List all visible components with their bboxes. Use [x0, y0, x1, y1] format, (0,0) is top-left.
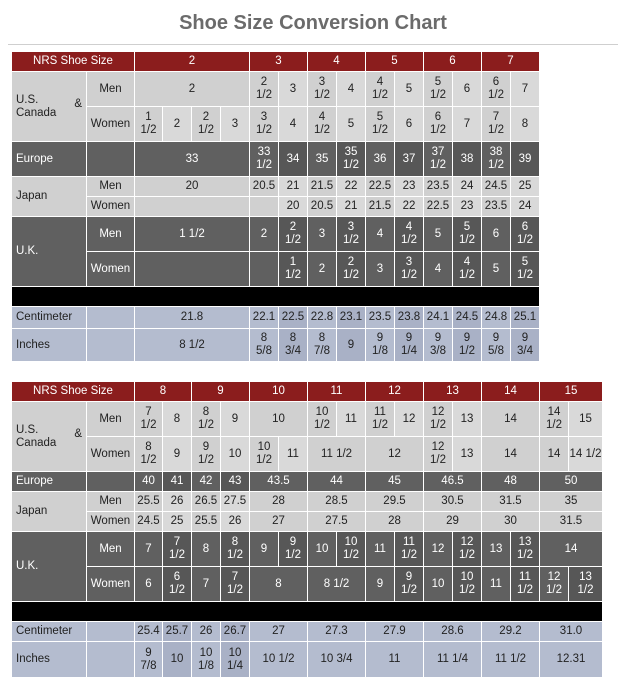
- size-cell: 26.5: [192, 492, 221, 512]
- size-cell: 20.5: [250, 177, 279, 197]
- size-cell: 8: [250, 567, 308, 602]
- size-cell: 1 1/2: [135, 217, 250, 252]
- size-cell: 9 1/2: [453, 329, 482, 362]
- size-cell: 22.1: [250, 307, 279, 329]
- size-cell: 28: [250, 492, 308, 512]
- size-header-cell: 2: [135, 52, 250, 72]
- size-cell: 23.8: [395, 307, 424, 329]
- size-cell: 11 1/2: [395, 532, 424, 567]
- sub-label: Women: [87, 252, 135, 287]
- size-cell: 11: [366, 642, 424, 678]
- size-cell: 11: [482, 567, 511, 602]
- row-label-spacer: [87, 642, 135, 678]
- size-cell: 4: [366, 217, 395, 252]
- row-label-spacer: [87, 329, 135, 362]
- group-label: [12, 72, 87, 142]
- size-cell: 29.2: [482, 622, 540, 642]
- size-cell: 7: [192, 567, 221, 602]
- size-cell: 4: [337, 72, 366, 107]
- size-cell: 9: [221, 402, 250, 437]
- size-cell: 44: [308, 472, 366, 492]
- size-cell: 2 1/2: [250, 72, 279, 107]
- size-cell: 12: [424, 532, 453, 567]
- size-cell: 8: [192, 532, 221, 567]
- size-cell: 14: [540, 437, 569, 472]
- size-cell: 38: [453, 142, 482, 177]
- size-cell: 25.5: [135, 492, 163, 512]
- size-cell: 2 1/2: [279, 217, 308, 252]
- size-cell: 27.5: [308, 512, 366, 532]
- size-cell: 12 1/2: [540, 567, 569, 602]
- size-cell: 13: [482, 532, 511, 567]
- size-cell: 11 1/2: [511, 567, 540, 602]
- size-cell: [250, 252, 279, 287]
- size-cell: 14 1/2: [540, 402, 569, 437]
- size-cell: 29: [424, 512, 482, 532]
- size-cell: [135, 252, 250, 287]
- size-cell: 45: [366, 472, 424, 492]
- size-cell: 10: [424, 567, 453, 602]
- size-cell: 5 1/2: [511, 252, 540, 287]
- ampersand-label: &: [74, 427, 82, 440]
- size-cell: 26: [163, 492, 192, 512]
- size-cell: 4 1/2: [395, 217, 424, 252]
- row-label-spacer: [87, 622, 135, 642]
- size-cell: 11 1/2: [482, 642, 540, 678]
- sub-label: Men: [87, 177, 135, 197]
- sub-label: Men: [87, 402, 135, 437]
- size-cell: 33: [135, 142, 250, 177]
- separator-bar: [12, 287, 540, 307]
- size-cell: 3: [308, 217, 337, 252]
- size-cell: 5: [337, 107, 366, 142]
- size-cell: 50: [540, 472, 603, 492]
- size-cell: 3 1/2: [395, 252, 424, 287]
- size-cell: 7 1/2: [482, 107, 511, 142]
- size-cell: 8 1/2: [221, 532, 250, 567]
- size-cell: 22: [337, 177, 366, 197]
- sub-label: Men: [87, 492, 135, 512]
- size-cell: 29.5: [366, 492, 424, 512]
- size-cell: 26.7: [221, 622, 250, 642]
- size-cell: 24.5: [482, 177, 511, 197]
- size-header-cell: 3: [250, 52, 308, 72]
- group-label-text: Japan: [16, 190, 48, 202]
- size-cell: 43.5: [250, 472, 308, 492]
- size-cell: 5 1/2: [453, 217, 482, 252]
- size-cell: 24: [511, 197, 540, 217]
- size-cell: 2 1/2: [337, 252, 366, 287]
- size-cell: 4 1/2: [453, 252, 482, 287]
- size-cell: 28.5: [308, 492, 366, 512]
- size-cell: 8 1/2: [135, 437, 163, 472]
- size-cell: 25.7: [163, 622, 192, 642]
- size-cell: 24: [453, 177, 482, 197]
- size-cell: 23: [395, 177, 424, 197]
- title-divider: [8, 44, 618, 45]
- size-cell: 13 1/2: [511, 532, 540, 567]
- group-label-text: U.K.: [16, 560, 39, 572]
- size-cell: 9 1/2: [279, 532, 308, 567]
- size-cell: 24.1: [424, 307, 453, 329]
- size-cell: 21.5: [366, 197, 395, 217]
- size-cell: 2: [308, 252, 337, 287]
- sub-label: Men: [87, 217, 135, 252]
- sub-label: Men: [87, 532, 135, 567]
- size-cell: 10: [250, 402, 308, 437]
- size-cell: 14: [540, 532, 603, 567]
- row-label: NRS Shoe Size: [12, 382, 135, 402]
- size-cell: 11 1/2: [366, 402, 395, 437]
- size-cell: 39: [511, 142, 540, 177]
- size-cell: 8 1/2: [308, 567, 366, 602]
- size-cell: 20: [279, 197, 308, 217]
- size-cell: 15: [569, 402, 603, 437]
- size-cell: 10: [163, 642, 192, 678]
- size-cell: 46.5: [424, 472, 482, 492]
- size-cell: 22.5: [366, 177, 395, 197]
- size-cell: 8: [511, 107, 540, 142]
- sub-label: Women: [87, 567, 135, 602]
- size-cell: 27.9: [366, 622, 424, 642]
- size-cell: 9 7/8: [135, 642, 163, 678]
- size-cell: 8: [163, 402, 192, 437]
- row-label: Inches: [12, 329, 87, 362]
- size-cell: 8 5/8: [250, 329, 279, 362]
- size-header-cell: 13: [424, 382, 482, 402]
- size-cell: 35: [308, 142, 337, 177]
- size-cell: 21: [337, 197, 366, 217]
- size-cell: 35: [540, 492, 603, 512]
- ampersand-label: &: [74, 97, 82, 110]
- size-cell: 25: [163, 512, 192, 532]
- size-cell: 38 1/2: [482, 142, 511, 177]
- size-cell: 6 1/2: [163, 567, 192, 602]
- size-cell: 5 1/2: [366, 107, 395, 142]
- group-label-text: U.K.: [16, 245, 39, 257]
- size-cell: 11 1/2: [308, 437, 366, 472]
- size-header-cell: 11: [308, 382, 366, 402]
- size-cell: 25.5: [192, 512, 221, 532]
- row-label-spacer: [87, 142, 135, 177]
- size-cell: 12: [395, 402, 424, 437]
- size-cell: 9 1/4: [395, 329, 424, 362]
- row-label: NRS Shoe Size: [12, 52, 135, 72]
- size-cell: 8 1/2: [192, 402, 221, 437]
- size-cell: 13: [453, 437, 482, 472]
- size-cell: 35 1/2: [337, 142, 366, 177]
- size-cell: 3: [221, 107, 250, 142]
- group-label: [12, 402, 87, 472]
- size-header-cell: 5: [366, 52, 424, 72]
- size-cell: 30: [482, 512, 540, 532]
- size-header-cell: 12: [366, 382, 424, 402]
- group-label: [12, 532, 87, 602]
- size-cell: 13 1/2: [569, 567, 603, 602]
- group-label-text: U.S. Canada: [16, 93, 57, 119]
- size-header-cell: 7: [482, 52, 540, 72]
- size-cell: 6 1/2: [424, 107, 453, 142]
- size-cell: 3 1/2: [337, 217, 366, 252]
- size-cell: 2: [163, 107, 192, 142]
- size-cell: 31.0: [540, 622, 603, 642]
- group-label: [12, 177, 87, 217]
- size-cell: 23.1: [337, 307, 366, 329]
- size-cell: 12 1/2: [453, 532, 482, 567]
- size-cell: 36: [366, 142, 395, 177]
- size-cell: 10: [308, 532, 337, 567]
- size-cell: 9: [337, 329, 366, 362]
- size-cell: 22.5: [279, 307, 308, 329]
- size-cell: 3: [279, 72, 308, 107]
- size-cell: 2: [135, 72, 250, 107]
- size-cell: 7: [453, 107, 482, 142]
- size-cell: 11 1/4: [424, 642, 482, 678]
- size-header-cell: 8: [135, 382, 192, 402]
- size-cell: 11: [337, 402, 366, 437]
- size-cell: 31.5: [482, 492, 540, 512]
- size-cell: 4 1/2: [366, 72, 395, 107]
- size-cell: 25: [511, 177, 540, 197]
- size-cell: 7 1/2: [221, 567, 250, 602]
- size-cell: 20: [135, 177, 250, 197]
- size-cell: 30.5: [424, 492, 482, 512]
- size-cell: 4: [424, 252, 453, 287]
- size-cell: 42: [192, 472, 221, 492]
- separator-bar: [12, 602, 603, 622]
- size-cell: 37: [395, 142, 424, 177]
- size-cell: 10 1/2: [453, 567, 482, 602]
- size-cell: 10 1/2: [250, 437, 279, 472]
- size-cell: 14: [482, 402, 540, 437]
- group-label-text: Japan: [16, 505, 48, 517]
- size-cell: 27: [250, 622, 308, 642]
- size-cell: 24.5: [135, 512, 163, 532]
- size-cell: 9 3/4: [511, 329, 540, 362]
- size-cell: 21.5: [308, 177, 337, 197]
- size-cell: 23.5: [366, 307, 395, 329]
- size-cell: 2 1/2: [192, 107, 221, 142]
- size-cell: 9: [366, 567, 395, 602]
- row-label: Centimeter: [12, 307, 87, 329]
- size-cell: 14: [482, 437, 540, 472]
- size-cell: 40: [135, 472, 163, 492]
- group-label-text: U.S. Canada: [16, 423, 57, 449]
- size-cell: 27.3: [308, 622, 366, 642]
- size-cell: 1 1/2: [279, 252, 308, 287]
- size-cell: 8 1/2: [135, 329, 250, 362]
- size-header-cell: 9: [192, 382, 250, 402]
- size-cell: 7 1/2: [163, 532, 192, 567]
- size-cell: 8 3/4: [279, 329, 308, 362]
- size-cell: 20.5: [308, 197, 337, 217]
- size-cell: 37 1/2: [424, 142, 453, 177]
- size-cell: 14 1/2: [569, 437, 603, 472]
- size-cell: 10 1/4: [221, 642, 250, 678]
- size-cell: 23: [453, 197, 482, 217]
- size-cell: 26: [192, 622, 221, 642]
- size-cell: 41: [163, 472, 192, 492]
- size-cell: 33 1/2: [250, 142, 279, 177]
- size-cell: 48: [482, 472, 540, 492]
- sub-label: Women: [87, 437, 135, 472]
- size-cell: 1 1/2: [135, 107, 163, 142]
- size-cell: 25.4: [135, 622, 163, 642]
- size-cell: 12.31: [540, 642, 603, 678]
- size-cell: 24.8: [482, 307, 511, 329]
- size-cell: 6: [395, 107, 424, 142]
- size-cell: 9: [163, 437, 192, 472]
- row-label-spacer: [87, 472, 135, 492]
- size-cell: 6: [135, 567, 163, 602]
- sub-label: Women: [87, 512, 135, 532]
- size-header-cell: 15: [540, 382, 603, 402]
- size-cell: 10 3/4: [308, 642, 366, 678]
- size-cell: 9 3/8: [424, 329, 453, 362]
- size-cell: 12 1/2: [424, 437, 453, 472]
- group-label: [12, 492, 87, 532]
- size-cell: 9 1/2: [395, 567, 424, 602]
- size-cell: 10 1/2: [337, 532, 366, 567]
- size-cell: 4: [279, 107, 308, 142]
- size-cell: 10 1/2: [308, 402, 337, 437]
- size-cell: [250, 197, 279, 217]
- size-cell: 7: [135, 532, 163, 567]
- page-title: Shoe Size Conversion Chart: [179, 12, 447, 34]
- size-cell: 24.5: [453, 307, 482, 329]
- size-header-cell: 4: [308, 52, 366, 72]
- size-cell: 23.5: [482, 197, 511, 217]
- size-cell: 2: [250, 217, 279, 252]
- size-cell: 3 1/2: [250, 107, 279, 142]
- size-cell: 25.1: [511, 307, 540, 329]
- size-cell: 10: [221, 437, 250, 472]
- size-cell: 5 1/2: [424, 72, 453, 107]
- size-cell: 3 1/2: [308, 72, 337, 107]
- size-cell: 6 1/2: [482, 72, 511, 107]
- sub-label: Women: [87, 197, 135, 217]
- size-cell: 27: [250, 512, 308, 532]
- size-cell: 21.8: [135, 307, 250, 329]
- size-cell: 23.5: [424, 177, 453, 197]
- row-label: Centimeter: [12, 622, 87, 642]
- size-cell: 21: [279, 177, 308, 197]
- size-cell: 31.5: [540, 512, 603, 532]
- size-cell: [135, 197, 250, 217]
- size-cell: 6: [482, 217, 511, 252]
- size-cell: 4 1/2: [308, 107, 337, 142]
- size-cell: 6: [453, 72, 482, 107]
- size-cell: 9 5/8: [482, 329, 511, 362]
- size-cell: 6 1/2: [511, 217, 540, 252]
- size-cell: 12: [366, 437, 424, 472]
- size-cell: 7: [511, 72, 540, 107]
- size-cell: 3: [366, 252, 395, 287]
- size-cell: 11: [366, 532, 395, 567]
- size-cell: 9 1/8: [366, 329, 395, 362]
- size-cell: 13: [453, 402, 482, 437]
- size-cell: 12 1/2: [424, 402, 453, 437]
- size-cell: 5: [482, 252, 511, 287]
- row-label: Europe: [12, 142, 87, 177]
- size-cell: 43: [221, 472, 250, 492]
- sub-label: Women: [87, 107, 135, 142]
- size-cell: 22: [395, 197, 424, 217]
- size-cell: 27.5: [221, 492, 250, 512]
- group-label: [12, 217, 87, 287]
- size-cell: 9 1/2: [192, 437, 221, 472]
- size-cell: 11: [279, 437, 308, 472]
- sub-label: Men: [87, 72, 135, 107]
- size-header-cell: 6: [424, 52, 482, 72]
- size-cell: 22.8: [308, 307, 337, 329]
- size-cell: 10 1/8: [192, 642, 221, 678]
- row-label: Europe: [12, 472, 87, 492]
- size-cell: 10 1/2: [250, 642, 308, 678]
- size-cell: 5: [395, 72, 424, 107]
- size-header-cell: 14: [482, 382, 540, 402]
- size-header-cell: 10: [250, 382, 308, 402]
- row-label: Inches: [12, 642, 87, 678]
- size-cell: 28.6: [424, 622, 482, 642]
- size-cell: 9: [250, 532, 279, 567]
- row-label-spacer: [87, 307, 135, 329]
- size-cell: 5: [424, 217, 453, 252]
- size-cell: 34: [279, 142, 308, 177]
- size-cell: 28: [366, 512, 424, 532]
- size-cell: 22.5: [424, 197, 453, 217]
- size-cell: 8 7/8: [308, 329, 337, 362]
- size-cell: 26: [221, 512, 250, 532]
- size-cell: 7 1/2: [135, 402, 163, 437]
